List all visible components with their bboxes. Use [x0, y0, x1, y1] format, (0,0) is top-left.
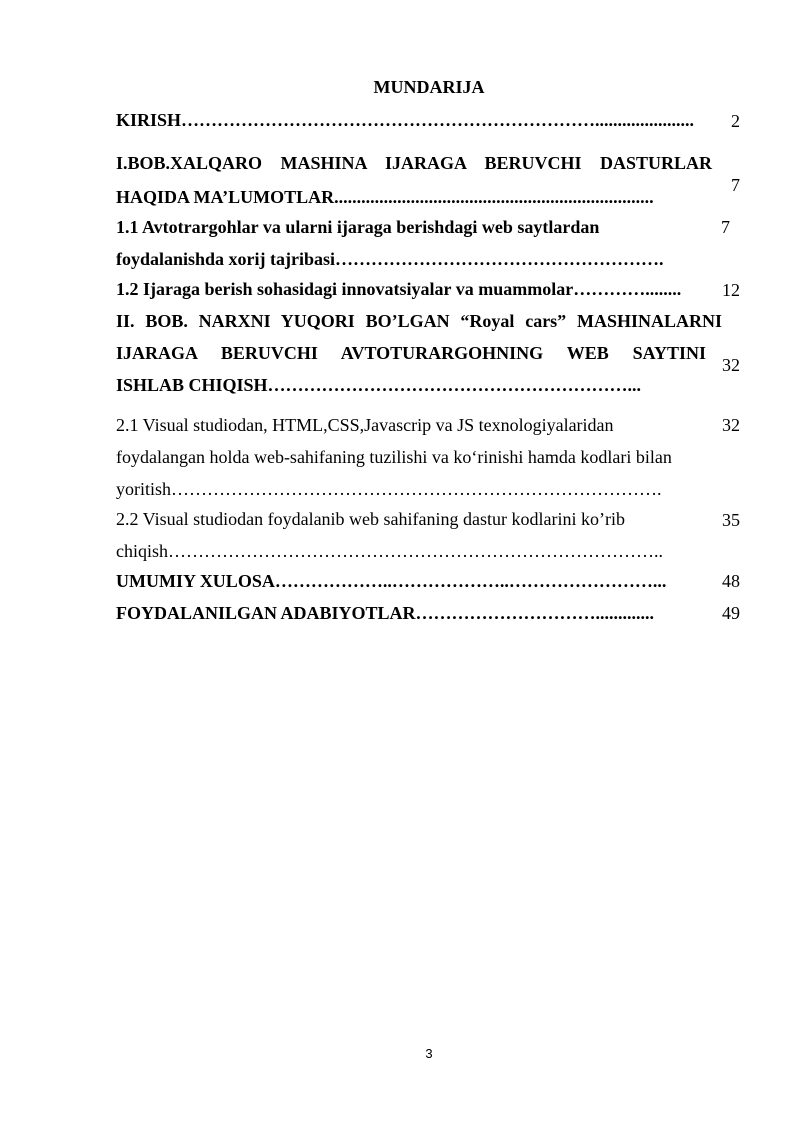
toc-entry-xulosa: UMUMIY XULOSA………………..………………..……………………...: [116, 571, 667, 591]
toc-entry-bob2-line1: II. BOB. NARXNI YUQORI BO’LGAN “Royal cars” MASHINALARNI: [116, 311, 722, 331]
toc-entry-1-1-line2: foydalanishda xorij tajribasi……………………………………………….: [116, 249, 664, 269]
toc-entry-adabiyot: FOYDALANILGAN ADABIYOTLAR………………………….............: [116, 603, 655, 623]
toc-page-kirish: 2: [731, 111, 740, 131]
toc-entry-2-1-line3: yoritish……………………………………………………………………….: [116, 479, 662, 499]
toc-entry-bob1-line1: I.BOB.XALQARO MASHINA IJARAGA BERUVCHI DASTURLAR: [116, 153, 712, 173]
toc-page-bob1: 7: [731, 175, 740, 195]
toc-page-2-2: 35: [722, 510, 740, 530]
page-number: 3: [425, 1046, 433, 1061]
toc-entry-2-1-line1: 2.1 Visual studiodan, HTML,CSS,Javascrip va JS texnologiyalaridan: [116, 415, 614, 435]
toc-page-xulosa: 48: [722, 571, 740, 591]
toc-entry-1-2: 1.2 Ijaraga berish sohasidagi innovatsiyalar va muammolar…………........: [116, 279, 682, 299]
toc-page-1-1: 7: [721, 217, 730, 237]
toc-entry-bob2-line2: IJARAGA BERUVCHI AVTOTURARGOHNING WEB SAYTINI: [116, 343, 706, 363]
toc-entry-2-2-line1: 2.2 Visual studiodan foydalanib web sahifaning dastur kodlarini ko’rib: [116, 509, 625, 529]
toc-entry-1-1-line1: 1.1 Avtotrargohlar va ularni ijaraga berishdagi web saytlardan: [116, 217, 600, 237]
toc-title: MUNDARIJA: [373, 77, 485, 97]
toc-entry-bob2-line3: ISHLAB CHIQISH……………………………………………………...: [116, 375, 642, 395]
toc-entry-bob1-line2: HAQIDA MA’LUMOTLAR.......................................................................: [116, 187, 654, 207]
toc-page-adabiyot: 49: [722, 603, 740, 623]
toc-entry-2-1-line2: foydalangan holda web-sahifaning tuzilishi va ko‘rinishi hamda kodlari bilan: [116, 447, 672, 467]
toc-entry-kirish: KIRISH……………………………………………………………......................: [116, 110, 695, 130]
toc-page-2-1: 32: [722, 415, 740, 435]
toc-page-bob2: 32: [722, 355, 740, 375]
toc-entry-2-2-line2: chiqish………………………………………………………………………..: [116, 541, 663, 561]
toc-page-1-2: 12: [722, 280, 740, 300]
